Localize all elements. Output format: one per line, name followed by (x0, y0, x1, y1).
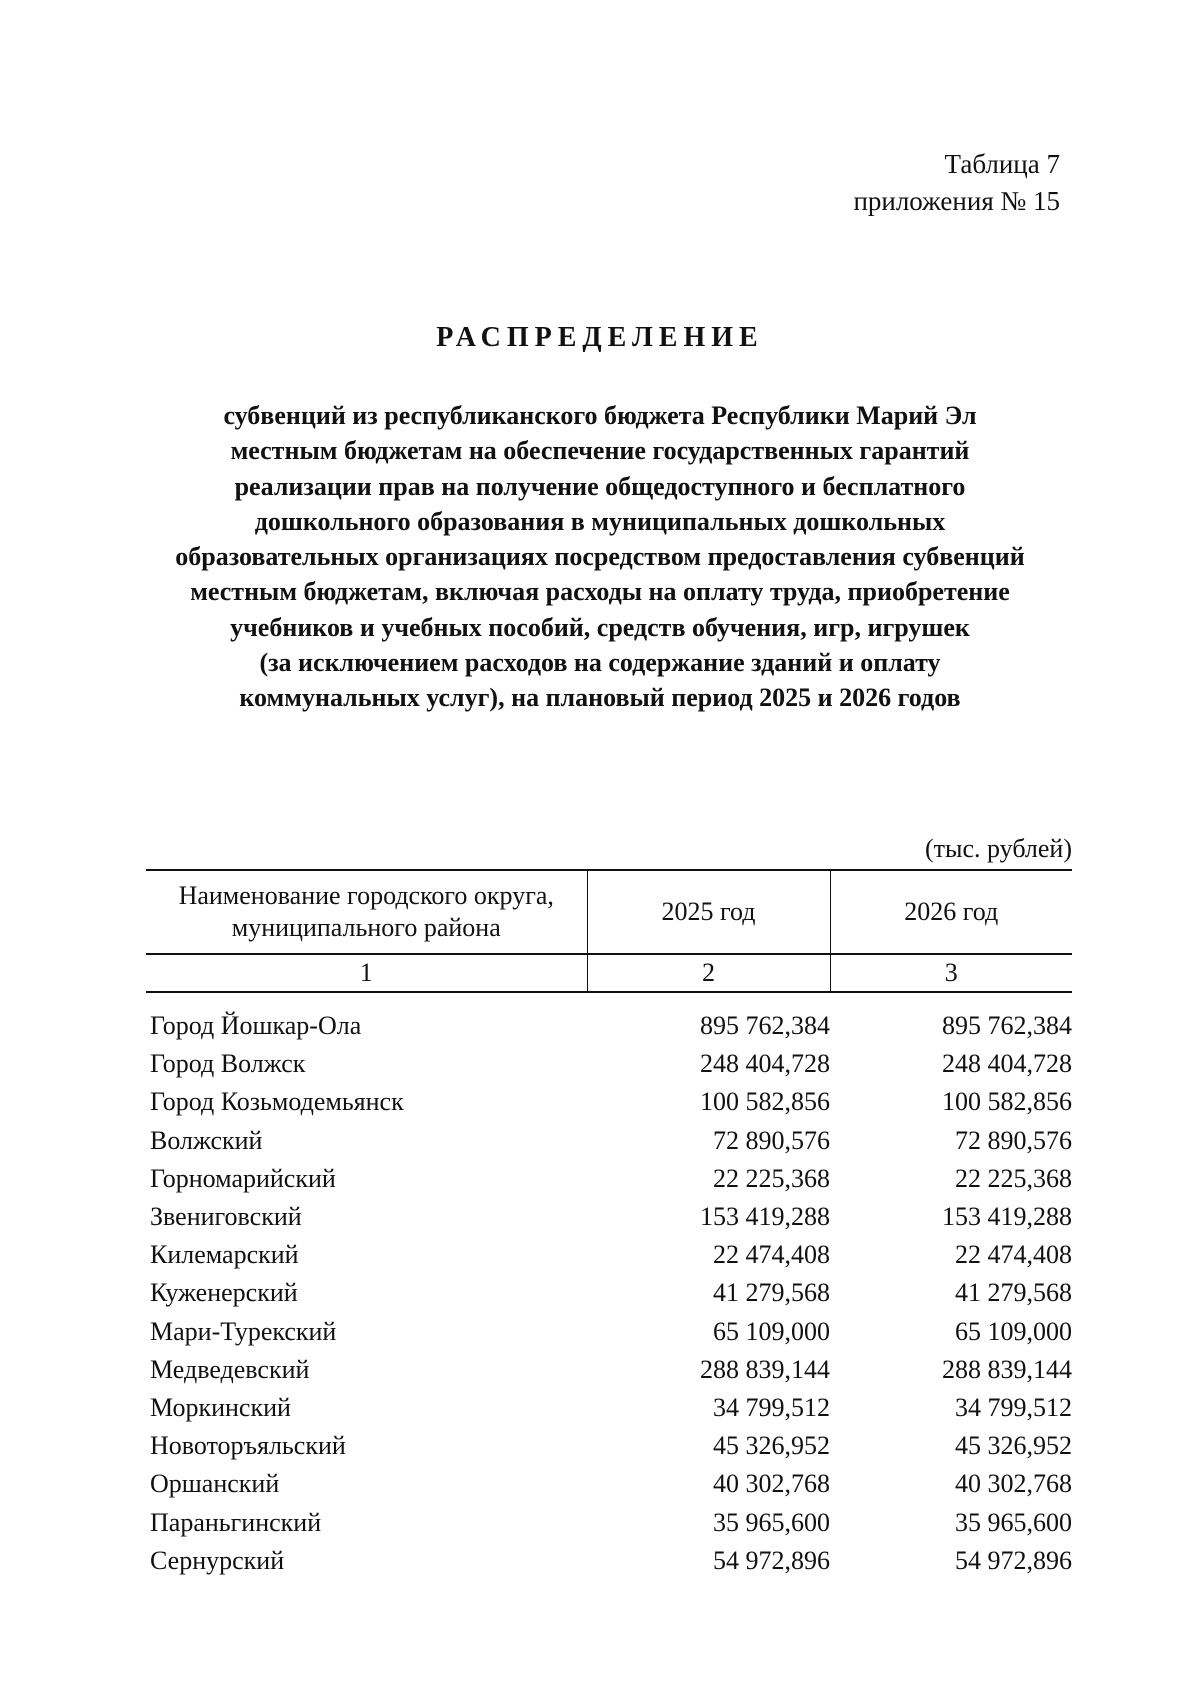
amount-2025: 100 582,856 (700, 1087, 830, 1117)
subtitle-line: субвенций из республиканского бюджета Республики Марий Эл (223, 401, 977, 430)
table-row (146, 1045, 1072, 1083)
amount-2025: 54 972,896 (713, 1545, 830, 1575)
document-title: РАСПРЕДЕЛЕНИЕ (436, 322, 764, 353)
municipality-name: Куженерский (150, 1278, 298, 1308)
column-number: 2 (587, 954, 830, 992)
amount-2026: 34 799,512 (955, 1392, 1072, 1422)
amount-2025: 895 762,384 (700, 1011, 830, 1041)
table-row (146, 1236, 1072, 1274)
table-row (146, 1351, 1072, 1389)
subtitle-line: (за исключением расходов на содержание зданий и оплату (259, 648, 941, 678)
municipality-name: Мари-Турекский (150, 1316, 337, 1346)
subtitle-line: образовательных организациях посредством предоставления субвенций (175, 542, 1025, 572)
amount-2026: 41 279,568 (955, 1278, 1072, 1308)
column-number: 3 (830, 954, 1072, 992)
municipality-name: Параньгинский (150, 1507, 322, 1537)
municipality-name: Звениговский (150, 1202, 302, 1232)
amount-2025: 40 302,768 (713, 1469, 830, 1499)
amount-2026: 54 972,896 (955, 1545, 1072, 1575)
column-number: 1 (146, 954, 587, 992)
municipality-name: Оршанский (150, 1469, 280, 1499)
table-row (146, 1389, 1072, 1427)
document-subtitle (130, 398, 1070, 716)
amount-2025: 65 109,000 (713, 1316, 830, 1346)
municipality-name: Моркинский (150, 1392, 291, 1422)
amount-2025: 288 839,144 (700, 1354, 830, 1384)
amount-2025: 153 419,288 (700, 1202, 830, 1232)
amount-2025: 72 890,576 (713, 1125, 830, 1155)
amount-2026: 895 762,384 (942, 1011, 1072, 1041)
municipality-name: Медведевский (150, 1354, 310, 1384)
annex-appendix-number: приложения № 15 (853, 186, 1060, 216)
header-municipality-line2: муниципального района (231, 913, 501, 942)
table-row (146, 1465, 1072, 1503)
subtitle-line: реализации прав на получение общедоступного и бесплатного (234, 471, 966, 501)
table-header-row (146, 870, 1072, 954)
column-number-row (146, 954, 1072, 992)
table-row (146, 1160, 1072, 1198)
amount-2025: 22 225,368 (713, 1163, 830, 1193)
subtitle-line: местным бюджетам на обеспечение государственных гарантий (230, 436, 970, 466)
table-row (146, 1122, 1072, 1160)
amount-2026: 22 474,408 (955, 1240, 1072, 1270)
subtitle-line: учебников и учебных пособий, средств обучения, игр, игрушек (230, 612, 970, 642)
header-municipality-line1: Наименование городского округа, (178, 881, 554, 910)
municipality-name: Горномарийский (150, 1163, 336, 1193)
amount-2025: 34 799,512 (713, 1392, 830, 1422)
table-row (146, 992, 1072, 1045)
municipality-name: Город Волжск (150, 1049, 306, 1079)
subvention-table (146, 869, 1072, 1580)
amount-2026: 248 404,728 (942, 1049, 1072, 1079)
amount-2026: 22 225,368 (955, 1163, 1072, 1193)
amount-2026: 72 890,576 (955, 1125, 1072, 1155)
table-row (146, 1083, 1072, 1121)
municipality-name: Килемарский (150, 1240, 299, 1270)
amount-2026: 35 965,600 (955, 1507, 1072, 1537)
municipality-name: Сернурский (150, 1545, 285, 1575)
amount-2025: 35 965,600 (713, 1507, 830, 1537)
header-municipality (146, 870, 587, 954)
annex-table-number: Таблица 7 (944, 149, 1060, 179)
header-year-2025: 2025 год (587, 870, 830, 954)
table-row (146, 1198, 1072, 1236)
municipality-name: Новоторъяльский (150, 1431, 346, 1461)
municipality-name: Город Козьмодемьянск (150, 1087, 404, 1117)
table-row (146, 1274, 1072, 1312)
table-row (146, 1542, 1072, 1580)
subtitle-line: дошкольного образования в муниципальных дошкольных (254, 506, 946, 536)
subtitle-line: местным бюджетам, включая расходы на оплату труда, приобретение (190, 577, 1010, 607)
municipality-name: Город Йошкар-Ола (150, 1011, 362, 1041)
amount-2026: 40 302,768 (955, 1469, 1072, 1499)
units-label: (тыс. рублей) (924, 834, 1072, 863)
table-row (146, 1313, 1072, 1351)
table-row (146, 1427, 1072, 1465)
header-year-2026: 2026 год (830, 870, 1072, 954)
municipality-name: Волжский (150, 1125, 263, 1155)
annex-reference (853, 146, 1060, 220)
table-row (146, 1503, 1072, 1541)
amount-2025: 22 474,408 (713, 1240, 830, 1270)
amount-2026: 65 109,000 (955, 1316, 1072, 1346)
amount-2025: 41 279,568 (713, 1278, 830, 1308)
amount-2026: 45 326,952 (955, 1431, 1072, 1461)
amount-2026: 100 582,856 (942, 1087, 1072, 1117)
amount-2026: 288 839,144 (942, 1354, 1072, 1384)
amount-2025: 45 326,952 (713, 1431, 830, 1461)
amount-2026: 153 419,288 (942, 1202, 1072, 1232)
amount-2025: 248 404,728 (700, 1049, 830, 1079)
subtitle-line: коммунальных услуг), на плановый период 2025 и 2026 годов (239, 683, 961, 713)
